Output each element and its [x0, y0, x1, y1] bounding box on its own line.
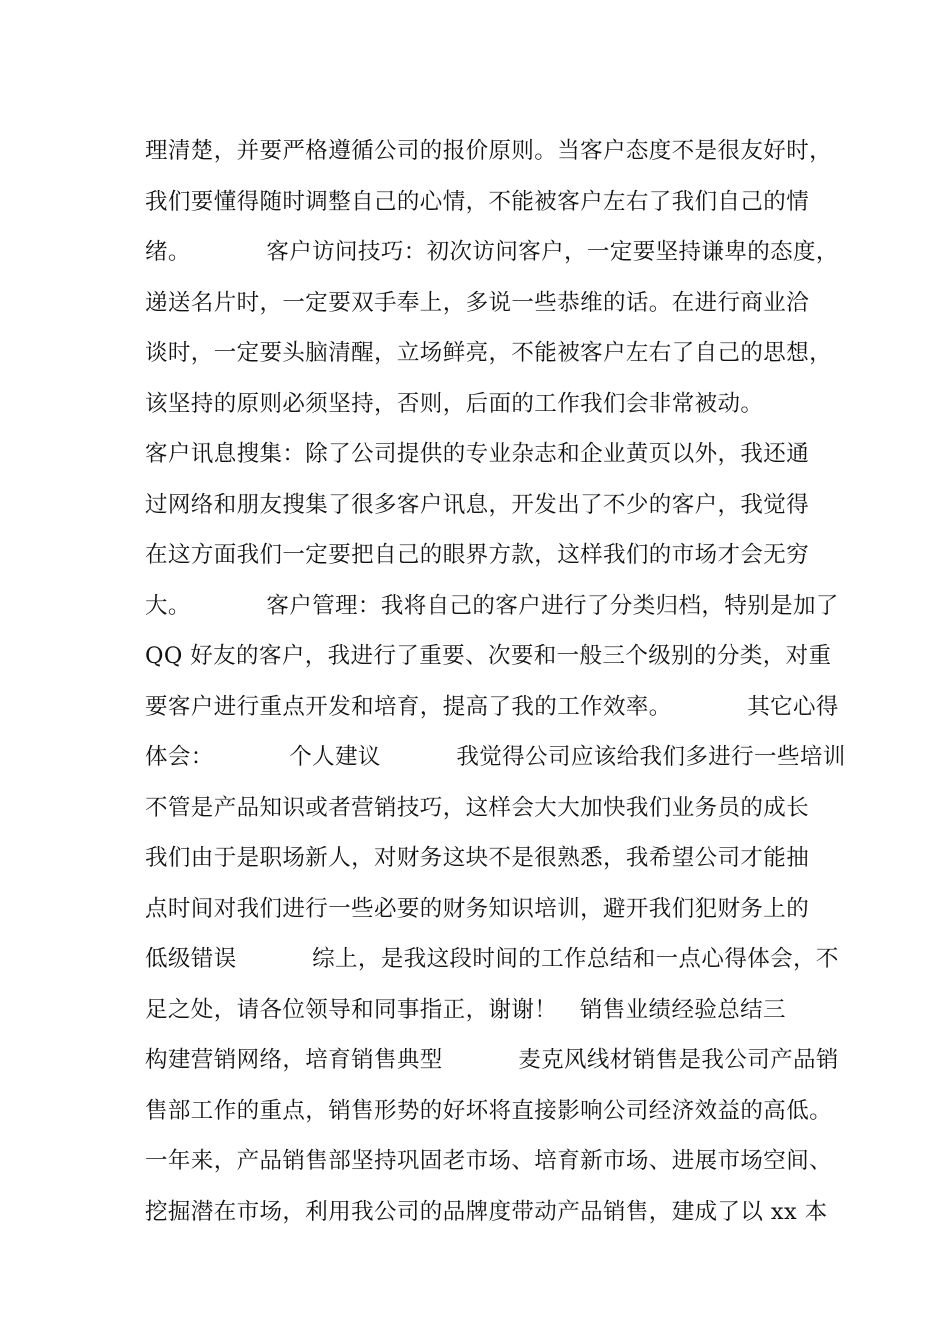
text-line: 绪。 客户访问技巧：初次访问客户，一定要坚持谦卑的态度， — [145, 239, 839, 265]
text-line: 挖掘潜在市场，利用我公司的品牌度带动产品销售，建成了以 xx 本 — [145, 1198, 828, 1225]
text-line: 一年来，产品销售部坚持巩固老市场、培育新市场、进展市场空间、 — [145, 1148, 833, 1174]
text-line: 体会： 个人建议 我觉得公司应该给我们多进行一些培训 — [145, 744, 846, 770]
text-line: 过网络和朋友搜集了很多客户讯息，开发出了不少的客户，我觉得 — [145, 491, 810, 518]
body-text — [145, 126, 845, 1237]
text-line: 理清楚，并要严格遵循公司的报价原则。当客户态度不是很友好时， — [145, 138, 833, 164]
text-line: 谈时，一定要头脑清醒，立场鲜亮，不能被客户左右了自己的思想， — [145, 340, 833, 366]
text-line: 我们由于是职场新人，对财务这块不是很熟悉，我希望公司才能抽 — [145, 845, 810, 871]
text-line: 点时间对我们进行一些必要的财务知识培训，避开我们犯财务上的 — [145, 895, 810, 922]
text-line: 足之处，请各位领导和同事指正，谢谢！ 销售业绩经验总结三 — [145, 996, 786, 1023]
text-line: 递送名片时，一定要双手奉上，多说一些恭维的话。在进行商业洽 — [145, 289, 810, 316]
text-line: 客户讯息搜集：除了公司提供的专业杂志和企业黄页以外，我还通 — [145, 441, 810, 467]
text-line: 我们要懂得随时调整自己的心情，不能被客户左右了我们自己的情 — [145, 188, 810, 215]
text-line: 不管是产品知识或者营销技巧，这样会大大加快我们业务员的成长 — [145, 794, 810, 821]
text-line: 要客户进行重点开发和培育，提高了我的工作效率。 其它心得 — [145, 693, 839, 720]
text-line: 低级错误 综上，是我这段时间的工作总结和一点心得体会，不 — [145, 946, 839, 972]
text-line: 构建营销网络，培育销售典型 麦克风线材销售是我公司产品销 — [145, 1047, 839, 1073]
text-line: 该坚持的原则必须坚持，否则，后面的工作我们会非常被动。 — [145, 390, 764, 417]
text-line: 售部工作的重点，销售形势的好坏将直接影响公司经济效益的高低。 — [145, 1097, 833, 1124]
text-line: 在这方面我们一定要把自己的眼界方款，这样我们的市场才会无穷 — [145, 542, 810, 568]
text-line: QQ 好友的客户，我进行了重要、次要和一般三个级别的分类，对重 — [145, 643, 832, 669]
text-line: 大。 客户管理：我将自己的客户进行了分类归档，特别是加了 — [145, 592, 839, 619]
